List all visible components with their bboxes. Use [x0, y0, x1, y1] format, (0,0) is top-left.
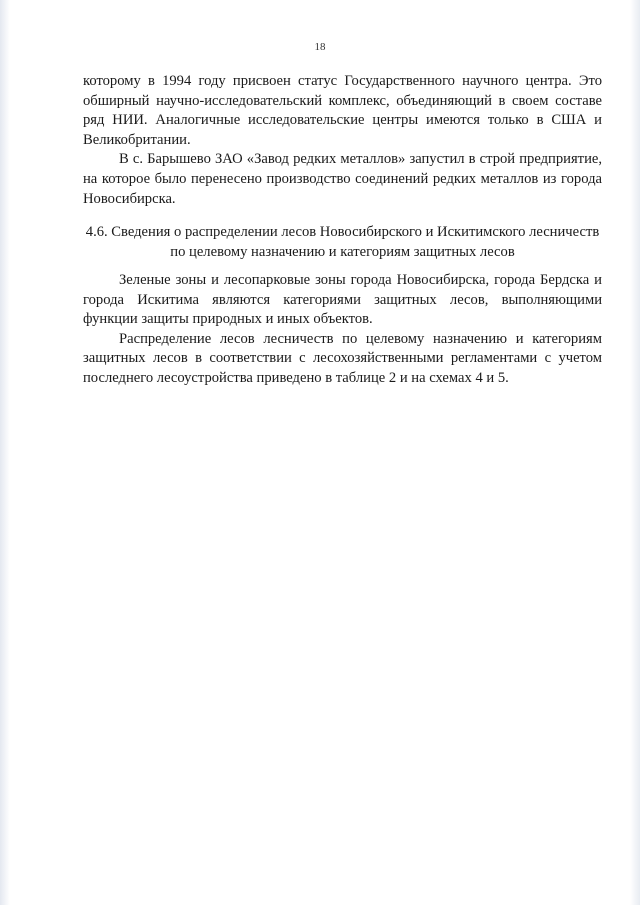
section-heading — [83, 223, 602, 262]
intro-paragraph-continuation: которому в 1994 году присвоен статус Государственного научного центра. Это обширный научно-исследовательский комплекс, объединяющий в своем составе ряд НИИ. Аналогичные исследовательские центры имеются только в США и Великобритании. — [83, 73, 602, 148]
intro-text-block — [83, 72, 602, 209]
intro-paragraph-barishevo: В с. Барышево ЗАО «Завод редких металлов» запустил в строй предприятие, на которое было перенесено производство соединений редких металлов из города Новосибирска. — [83, 151, 602, 207]
page-right-edge-shadow — [630, 0, 640, 905]
page-left-edge-shadow — [0, 0, 10, 905]
section-body — [83, 271, 602, 389]
section-paragraph-green-zones: Зеленые зоны и лесопарковые зоны города Новосибирска, города Бердска и города Искитима являются категориями защитных лесов, выполняющими функции защиты природных и иных объектов. — [83, 272, 602, 328]
page-number: 18 — [314, 41, 326, 53]
section-heading-line-2: по целевому назначению и категориям защитных лесов — [170, 243, 515, 260]
section-heading-line-1: 4.6. Сведения о распределении лесов Новосибирского и Искитимского лесничеств — [85, 224, 600, 240]
section-paragraph-distribution: Распределение лесов лесничеств по целевому назначению и категориям защитных лесов в соответствии с лесохозяйственными регламентами с учетом последнего лесоустройства приведено в таблице 2 и на схемах 4 и 5. — [83, 330, 602, 386]
